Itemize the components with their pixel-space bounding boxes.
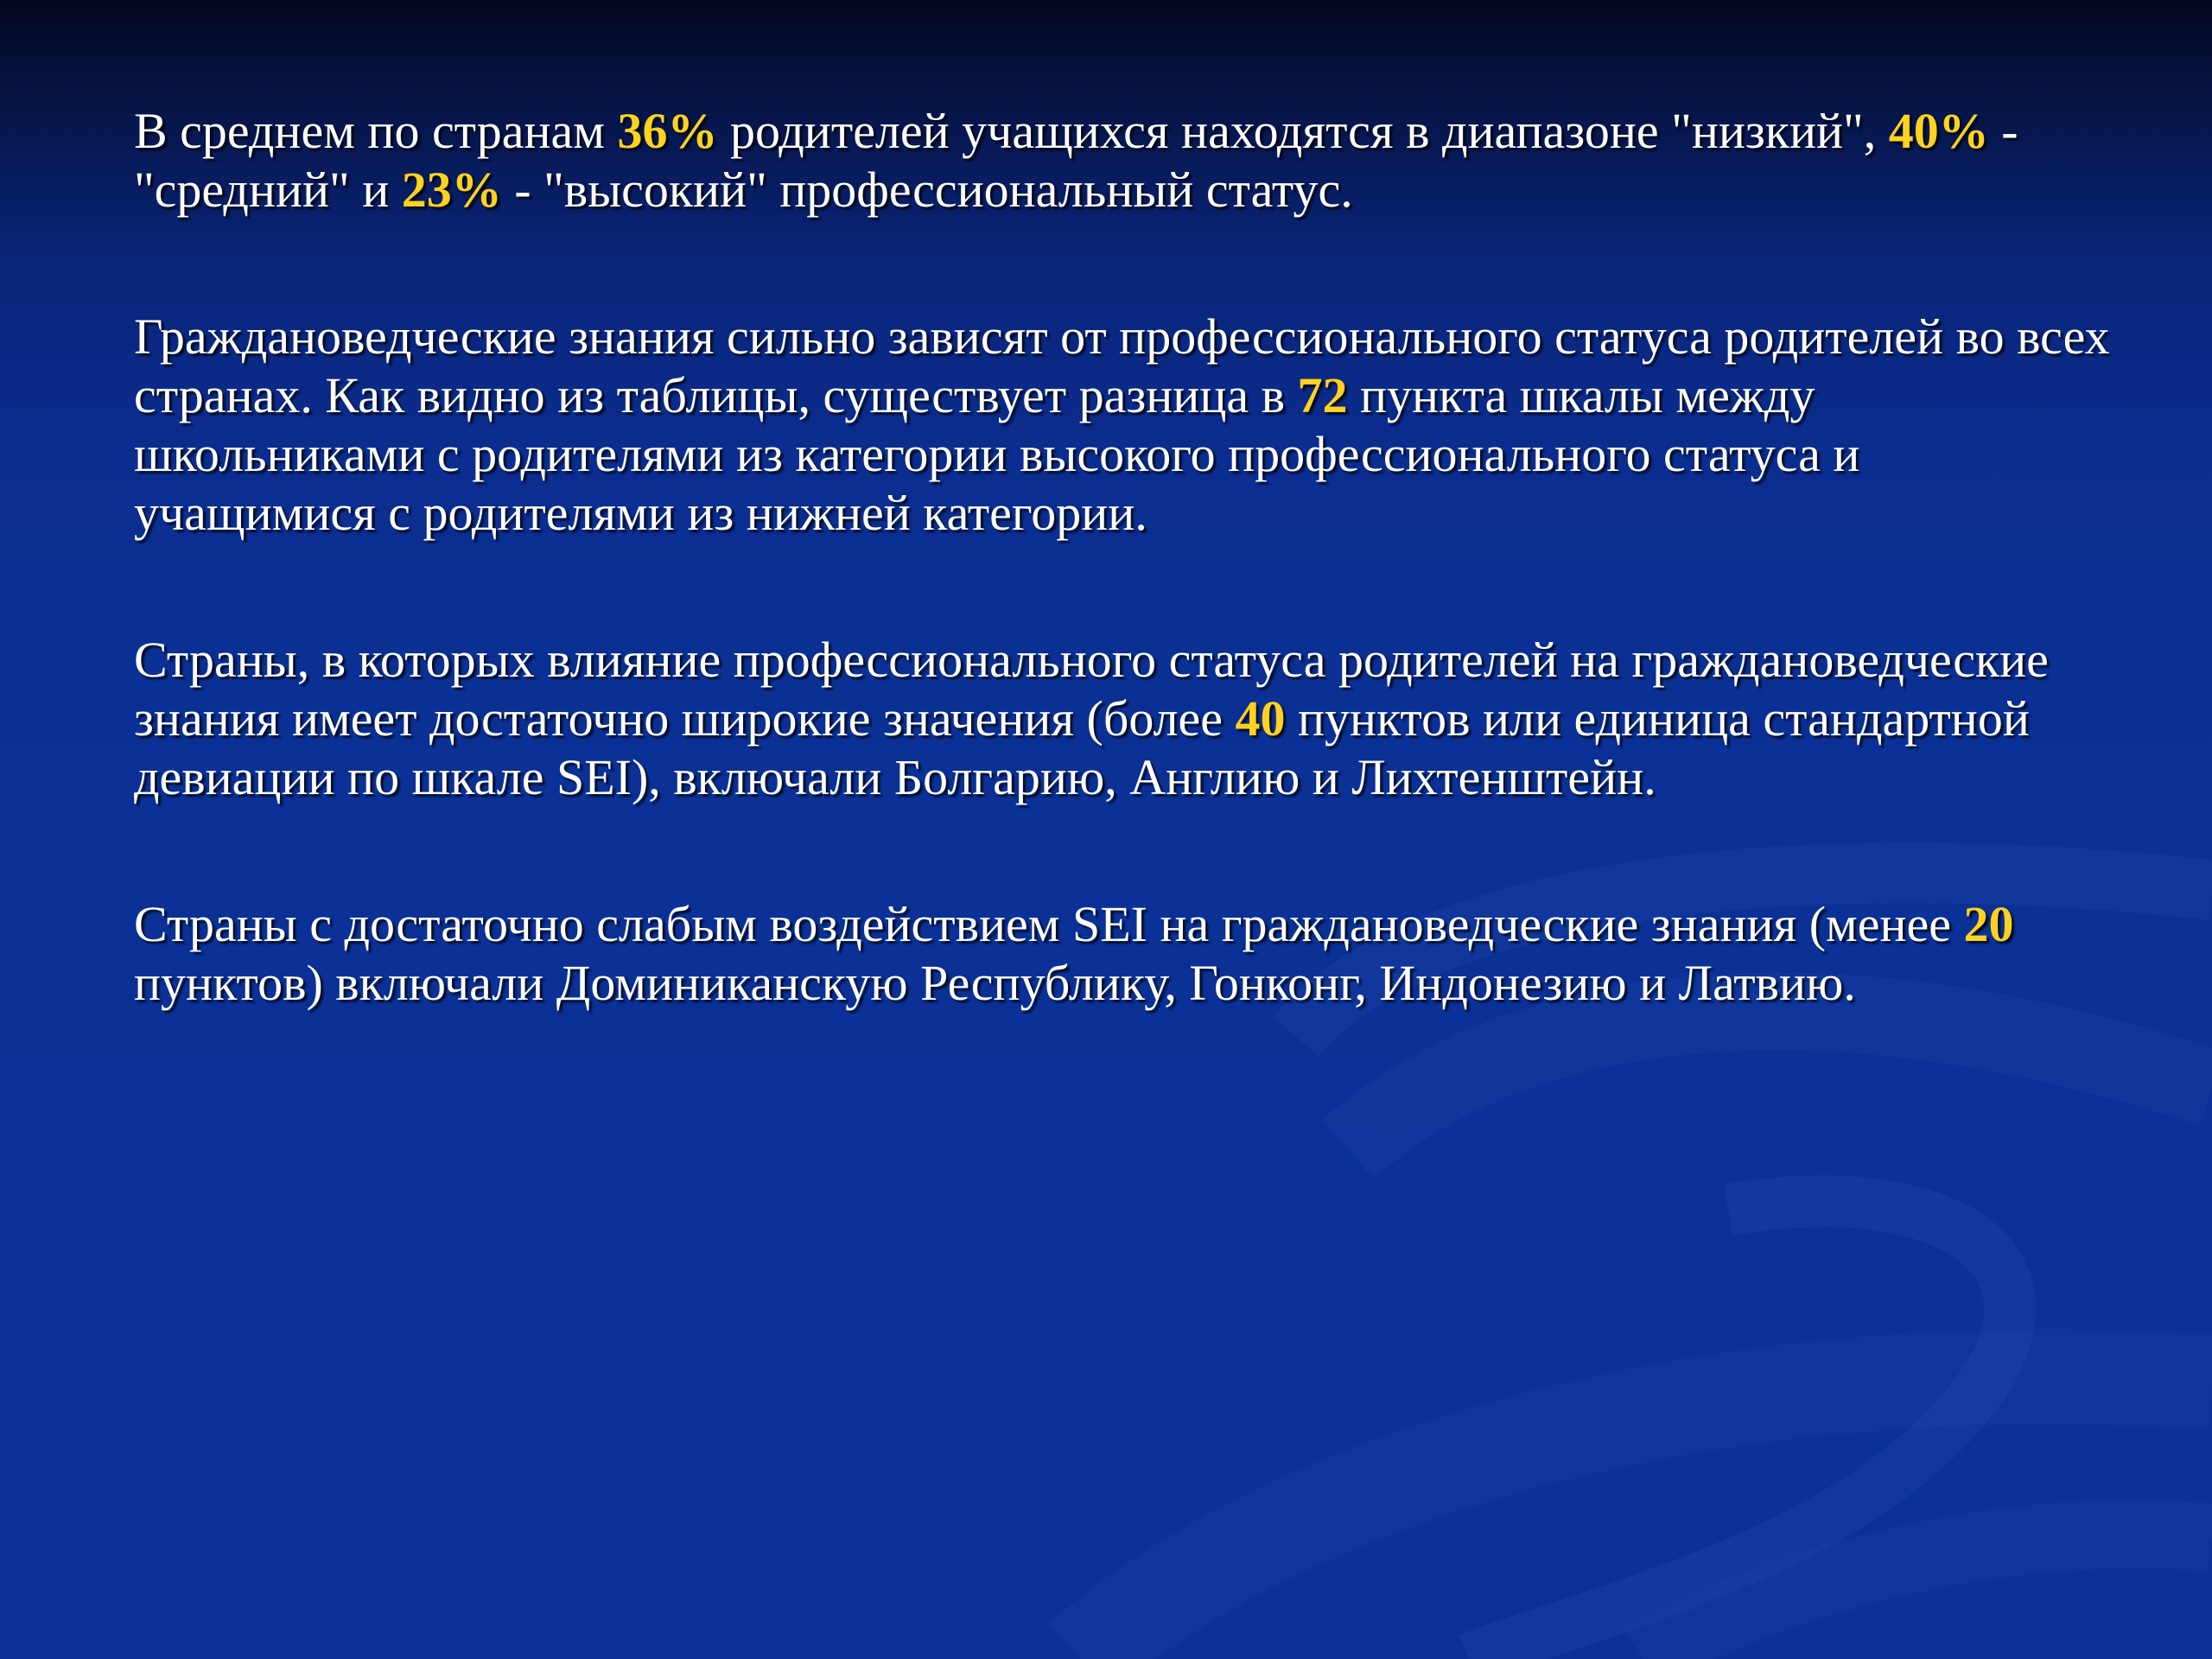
text-segment: - "средний" и bbox=[134, 103, 2018, 218]
highlighted-value: 23% bbox=[401, 162, 502, 218]
highlighted-value: 20 bbox=[1963, 896, 2014, 952]
text-segment: родителей учащихся находятся в диапазоне "низкий", bbox=[717, 103, 1889, 159]
highlighted-value: 40 bbox=[1235, 690, 1286, 747]
paragraph-strong-influence bbox=[134, 631, 2113, 807]
highlighted-value: 40% bbox=[1888, 103, 1989, 159]
text-segment: пункта шкалы между школьниками с родителями из категории высокого профессионального статуса и учащимися с родителями из нижней категории. bbox=[134, 367, 1860, 541]
text-segment: Граждановедческие знания сильно зависят от профессионального статуса родителей во всех странах. Как видно из таблицы, существует разница в bbox=[134, 308, 2110, 423]
text-segment: Страны, в которых влияние профессионального статуса родителей на граждановедческие знания имеет достаточно широкие значения (более bbox=[134, 632, 2049, 747]
text-segment: Страны с достаточно слабым воздействием SEI на граждановедческие знания (менее bbox=[134, 896, 1964, 952]
highlighted-value: 72 bbox=[1297, 367, 1348, 423]
paragraph-avg-status bbox=[134, 102, 2113, 219]
paragraph-civic-knowledge bbox=[134, 308, 2113, 543]
slide-body-text bbox=[134, 102, 2113, 1101]
paragraph-weak-influence bbox=[134, 895, 2113, 1013]
text-segment: пунктов) включали Доминиканскую Республику, Гонконг, Индонезию и Латвию. bbox=[134, 955, 1856, 1011]
text-segment: В среднем по странам bbox=[134, 103, 618, 159]
text-segment: пунктов или единица стандартной девиации по шкале SEI), включали Болгарию, Англию и Лихтенштейн. bbox=[134, 690, 2030, 805]
highlighted-value: 36% bbox=[617, 103, 718, 159]
text-segment: - "высокий" профессиональный статус. bbox=[501, 162, 1353, 218]
